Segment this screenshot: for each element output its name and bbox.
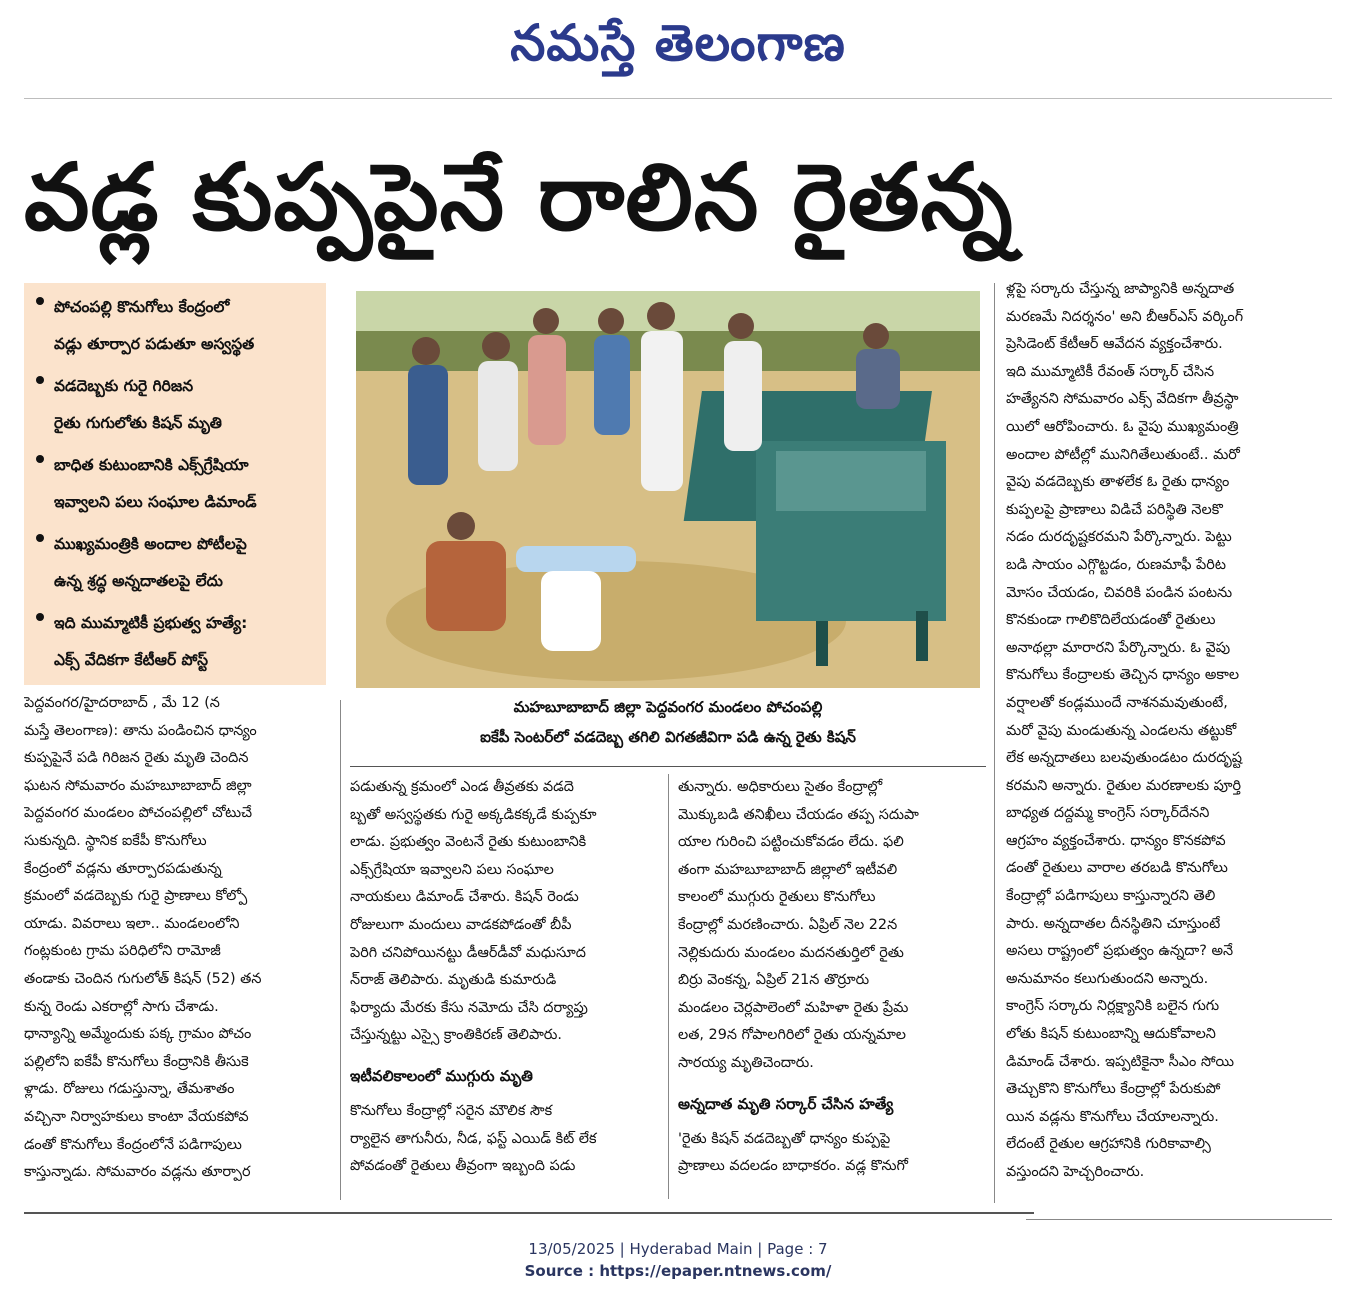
highlight-line: ఎక్స్ వేదికగా కేటీఆర్ పోస్ట్ bbox=[54, 651, 209, 669]
text-line: కేంద్రాల్లో పడిగాపులు కాస్తున్నారని తెలి bbox=[1006, 888, 1216, 905]
page-footer bbox=[0, 1238, 1356, 1282]
article-column-1 bbox=[24, 690, 330, 1195]
text-line: పెద్దవంగర మండలం పోచంపల్లిలో చోటుచే bbox=[24, 805, 253, 822]
text-line: మండలం చెర్లపాలెంలో మహిళా రైతు ప్రేమ bbox=[678, 999, 909, 1016]
highlight-line: ఉన్న శ్రద్ధ అన్నదాతలపై లేదు bbox=[54, 572, 223, 590]
section-subhead: అన్నదాత మృతి సర్కార్ చేసిన హత్యే bbox=[678, 1094, 894, 1113]
text-line: యాల గురించి పట్టించుకోవడం లేదు. ఫలి bbox=[678, 834, 904, 851]
bottom-divider bbox=[1026, 1219, 1332, 1220]
article-column-4 bbox=[1006, 276, 1316, 1196]
text-line: లత, 29న గోపాలగిరిలో రైతు యన్నమాల bbox=[678, 1027, 906, 1044]
text-line: చేస్తున్నట్టు ఎస్సై క్రాంతికిరణ్ తెలిపారు. bbox=[350, 1027, 562, 1044]
text-line: పెద్దవంగర/హైదరాబాద్ , మే 12 (న bbox=[24, 695, 220, 711]
text-line: కుప్పపైనే పడి గిరిజన రైతు మృతి చెందిన bbox=[24, 750, 249, 767]
text-line: తంగా మహబూబాబాద్ జిల్లాలో ఇటీవలి bbox=[678, 861, 898, 878]
bullet-icon bbox=[36, 613, 44, 621]
text-line: ఇది ముమ్మాటికీ రేవంత్ సర్కార్ చేసిన bbox=[1006, 363, 1215, 380]
caption-line: మహబూబాబాద్ జిల్లా పెద్దవంగర మండలం పోచంపల్లి bbox=[513, 698, 823, 716]
text-line: బ్బతో అస్వస్థతకు గురై అక్కడికక్కడే కుప్పకూ bbox=[350, 806, 597, 823]
news-photo bbox=[356, 291, 980, 688]
text-line: రోజులుగా మందులు వాడకపోడంతో బీపీ bbox=[350, 916, 572, 933]
text-line: తెచ్చుకొని కొనుగోలు కేంద్రాల్లో పేరుకుపో bbox=[1006, 1081, 1221, 1098]
text-line: తండాకు చెందిన గుగులోత్ కిషన్ (52) తన bbox=[24, 970, 262, 987]
caption-divider bbox=[350, 766, 986, 767]
text-line: యిలో ఆరోపించారు. ఓ వైపు ముఖ్యమంత్రి bbox=[1006, 418, 1239, 435]
text-line: లోతు కిషన్ కుటుంబాన్ని ఆదుకోవాలని bbox=[1006, 1026, 1216, 1043]
text-line: కొనకుండా గాలికొదిలేయడంతో రైతులు bbox=[1006, 612, 1216, 629]
highlight-line: రైతు గుగులోతు కిషన్ మృతి bbox=[54, 414, 222, 432]
text-line: ధాన్యాన్ని అమ్మేందుకు పక్క గ్రామం పోచం bbox=[24, 1026, 252, 1043]
text-line: అనాథల్లా మారారని పేర్కొన్నారు. ఓ వైపు bbox=[1006, 639, 1231, 656]
masthead-divider bbox=[24, 98, 1332, 99]
text-line: సుకున్నది. స్థానిక ఐకేపీ కొనుగోలు bbox=[24, 832, 207, 849]
highlight-line: ముఖ్యమంత్రికి అందాల పోటీలపై bbox=[54, 535, 247, 553]
highlight-item bbox=[34, 447, 316, 521]
highlight-line: వడ్లు తూర్పార పడుతూ అస్వస్థత bbox=[54, 335, 255, 353]
text-line: డంతో రైతులు వారాల తరబడి కొనుగోలు bbox=[1006, 860, 1228, 877]
bullet-icon bbox=[36, 455, 44, 463]
text-line: మరణమే నిదర్శనం' అని బీఆర్‌ఎస్ వర్కింగ్ bbox=[1006, 308, 1244, 325]
text-line: సారయ్య మృతిచెందారు. bbox=[678, 1054, 814, 1071]
text-line: లాడు. ప్రభుత్వం వెంటనే రైతు కుటుంబానికి bbox=[350, 834, 587, 851]
text-line: యిన వడ్లను కొనుగోలు చేయాలన్నారు. bbox=[1006, 1108, 1219, 1125]
text-line: అసలు రాష్ట్రంలో ప్రభుత్వం ఉన్నదా? అనే bbox=[1006, 943, 1234, 960]
highlight-line: పోచంపల్లి కొనుగోలు కేంద్రంలో bbox=[54, 298, 230, 316]
highlight-line: ఇవ్వాలని పలు సంఘాల డిమాండ్ bbox=[54, 493, 257, 511]
bullet-icon bbox=[36, 534, 44, 542]
photo-farmers-icon bbox=[356, 291, 980, 688]
text-line: కాలంలో ముగ్గురు రైతులు కొనుగోలు bbox=[678, 889, 876, 906]
text-line: వైపు వడదెబ్బకు తాళలేక ఓ రైతు ధాన్యం bbox=[1006, 474, 1230, 491]
text-line: వర్షాలతో కండ్లముందే నాశనమవుతుంటే, bbox=[1006, 694, 1228, 711]
photo-caption bbox=[356, 692, 980, 754]
column-divider bbox=[668, 774, 669, 1199]
column-divider bbox=[340, 700, 341, 1200]
article-column-2 bbox=[350, 774, 656, 1199]
footer-source-link[interactable]: Source : https://epaper.ntnews.com/ bbox=[524, 1262, 832, 1280]
text-line: మోసం చేయడం, చివరికి పండిన పంటను bbox=[1006, 584, 1233, 601]
text-line: పడుతున్న క్రమంలో ఎండ తీవ్రతకు వడదె bbox=[350, 779, 574, 795]
article-headline: వడ్ల కుప్పపైనే రాలిన రైతన్న bbox=[24, 144, 1014, 251]
text-line: గంట్లకుంట గ్రామ పరిధిలోని రామోజీ bbox=[24, 943, 221, 960]
masthead-logo: నమస్తే తెలంగాణ bbox=[510, 13, 846, 72]
highlight-item bbox=[34, 368, 316, 442]
text-line: యాడు. వివరాలు ఇలా.. మండలంలోని bbox=[24, 915, 240, 932]
text-line: బాధ్యత దద్దమ్మ కాంగ్రెస్ సర్కార్‌దేనని bbox=[1006, 805, 1210, 822]
text-line: అందాల పోటీల్లో మునిగితేలుతుంటే.. మరో bbox=[1006, 446, 1240, 463]
text-line: ళ్లాడు. రోజులు గడుస్తున్నా, తేమశాతం bbox=[24, 1081, 235, 1098]
text-line: లేదంటే రైతుల ఆగ్రహానికి గురికావాల్సి bbox=[1006, 1136, 1211, 1153]
text-line: బడి సాయం ఎగ్గొట్టడం, రుణమాఫీ పేరిట bbox=[1006, 556, 1226, 573]
highlight-line: వడదెబ్బకు గురై గిరిజన bbox=[54, 377, 194, 395]
text-line: ఎక్స్‌గ్రేషియా ఇవ్వాలని పలు సంఘాల bbox=[350, 861, 554, 878]
text-line: పల్లిలోని ఐకేపీ కొనుగోలు కేంద్రానికి తీసుకె bbox=[24, 1053, 249, 1070]
text-line: 'రైతు కిషన్ వడదెబ్బతో ధాన్యం కుప్పపై bbox=[678, 1130, 891, 1147]
text-line: కొనుగోలు కేంద్రాలకు తెచ్చిన ధాన్యం అకాల bbox=[1006, 667, 1240, 684]
bullet-icon bbox=[36, 297, 44, 305]
text-line: క్రమంలో వడదెబ్బకు గురై ప్రాణాలు కోల్పో bbox=[24, 888, 248, 905]
text-line: ళ్లపై సర్కారు చేస్తున్న జాప్యానికి అన్నదాత bbox=[1006, 281, 1235, 297]
bottom-divider bbox=[24, 1212, 1034, 1214]
text-line: కేంద్రంలో వడ్లను తూర్పారపడుతున్న bbox=[24, 860, 222, 877]
text-line: డిమాండ్ చేశారు. ఇప్పటికైనా సీఎం సోయి bbox=[1006, 1053, 1235, 1070]
highlight-item bbox=[34, 526, 316, 600]
text-line: ఘటన సోమవారం మహబూబాబాద్ జిల్లా bbox=[24, 777, 252, 794]
text-line: పెరిగి చనిపోయినట్టు డీఆర్‌డీవో మధుసూద bbox=[350, 944, 586, 961]
text-line: పారు. అన్నదాతల దీనస్థితిని చూస్తుంటే bbox=[1006, 915, 1221, 932]
highlight-item bbox=[34, 289, 316, 363]
text-line: మొక్కుబడి తనిఖీలు చేయడం తప్ప సదుపా bbox=[678, 806, 919, 823]
text-line: కేంద్రాల్లో మరణించారు. ఏప్రిల్ నెల 22న bbox=[678, 916, 898, 933]
text-line: కొనుగోలు కేంద్రాల్లో సరైన మౌలిక సౌక bbox=[350, 1102, 553, 1119]
text-line: హత్యేనని సోమవారం ఎక్స్ వేదికగా తీవ్రస్థా bbox=[1006, 391, 1239, 408]
section-subhead: ఇటీవలికాలంలో ముగ్గురు మృతి bbox=[350, 1066, 533, 1085]
footer-edition: 13/05/2025 | Hyderabad Main | Page : 7 bbox=[528, 1240, 828, 1258]
text-line: ఫిర్యాదు మేరకు కేసు నమోదు చేసి దర్యాప్తు bbox=[350, 999, 588, 1016]
highlight-line: ఇది ముమ్మాటికీ ప్రభుత్వ హత్యే: bbox=[54, 614, 248, 632]
text-line: ప్రాణాలు వదలడం బాధాకరం. వడ్ల కొనుగో bbox=[678, 1158, 908, 1175]
caption-line: ఐకేపీ సెంటర్‌లో వడదెబ్బ తగిలి విగతజీవిగా పడి ఉన్న రైతు కిషన్ bbox=[480, 728, 856, 746]
text-line: నెల్లికుదురు మండలం మదనతుర్తిలో రైతు bbox=[678, 944, 904, 961]
text-line: ఆగ్రహం వ్యక్తంచేశారు. ధాన్యం కొనకపోవ bbox=[1006, 832, 1226, 849]
text-line: మరో వైపు మండుతున్న ఎండలను తట్టుకో bbox=[1006, 722, 1237, 739]
text-line: కున్న రెండు ఎకరాల్లో సాగు చేశాడు. bbox=[24, 998, 219, 1015]
text-line: కుప్పలపై ప్రాణాలు విడిచే పరిస్థితి నెలకొ bbox=[1006, 501, 1223, 518]
text-line: లేక అన్నదాతలు బలవుతుండటం దురదృష్ట bbox=[1006, 750, 1243, 767]
text-line: ర్యాలైన తాగునీరు, నీడ, ఫస్ట్ ఎయిడ్ కిట్ లేక bbox=[350, 1130, 597, 1147]
text-line: న్‌రాజ్ తెలిపారు. మృతుడి కుమారుడి bbox=[350, 972, 557, 989]
highlight-line: బాధిత కుటుంబానికి ఎక్స్‌గ్రేషియా bbox=[54, 456, 249, 474]
text-line: నడం దురదృష్టకరమని పేర్కొన్నారు. పెట్టు bbox=[1006, 529, 1232, 546]
text-line: కాస్తున్నాడు. సోమవారం వడ్లను తూర్పార bbox=[24, 1164, 251, 1181]
text-line: అనుమానం కలుగుతుందని అన్నారు. bbox=[1006, 970, 1209, 987]
text-line: కాంగ్రెస్ సర్కారు నిర్లక్ష్యానికి బలైన గుగు bbox=[1006, 998, 1220, 1015]
bullet-icon bbox=[36, 376, 44, 384]
article-column-3 bbox=[678, 774, 984, 1199]
text-line: కరమని అన్నారు. రైతుల మరణాలకు పూర్తి bbox=[1006, 777, 1241, 794]
text-line: నాయకులు డిమాండ్ చేశారు. కిషన్ రెండు bbox=[350, 889, 579, 906]
column-divider bbox=[994, 283, 995, 1203]
text-line: ప్రెసిడెంట్ కేటీఆర్ ఆవేదన వ్యక్తంచేశారు. bbox=[1006, 336, 1223, 353]
highlights-box bbox=[24, 283, 326, 685]
highlight-item bbox=[34, 605, 316, 679]
text-line: డంతో కొనుగోలు కేంద్రంలోనే పడిగాపులు bbox=[24, 1136, 242, 1153]
text-line: వచ్చినా నిర్వాహకులు కాంటా వేయకపోవ bbox=[24, 1108, 249, 1125]
text-line: మస్తే తెలంగాణ): తాను పండించిన ధాన్యం bbox=[24, 722, 257, 739]
text-line: బిర్రు వెంకన్న, ఏప్రిల్ 21న తొర్రూరు bbox=[678, 972, 870, 989]
text-line: వస్తుందని హెచ్చరించారు. bbox=[1006, 1164, 1145, 1180]
text-line: తున్నారు. అధికారులు సైతం కేంద్రాల్లో bbox=[678, 779, 883, 795]
text-line: పోవడంతో రైతులు తీవ్రంగా ఇబ్బంది పడు bbox=[350, 1158, 576, 1175]
